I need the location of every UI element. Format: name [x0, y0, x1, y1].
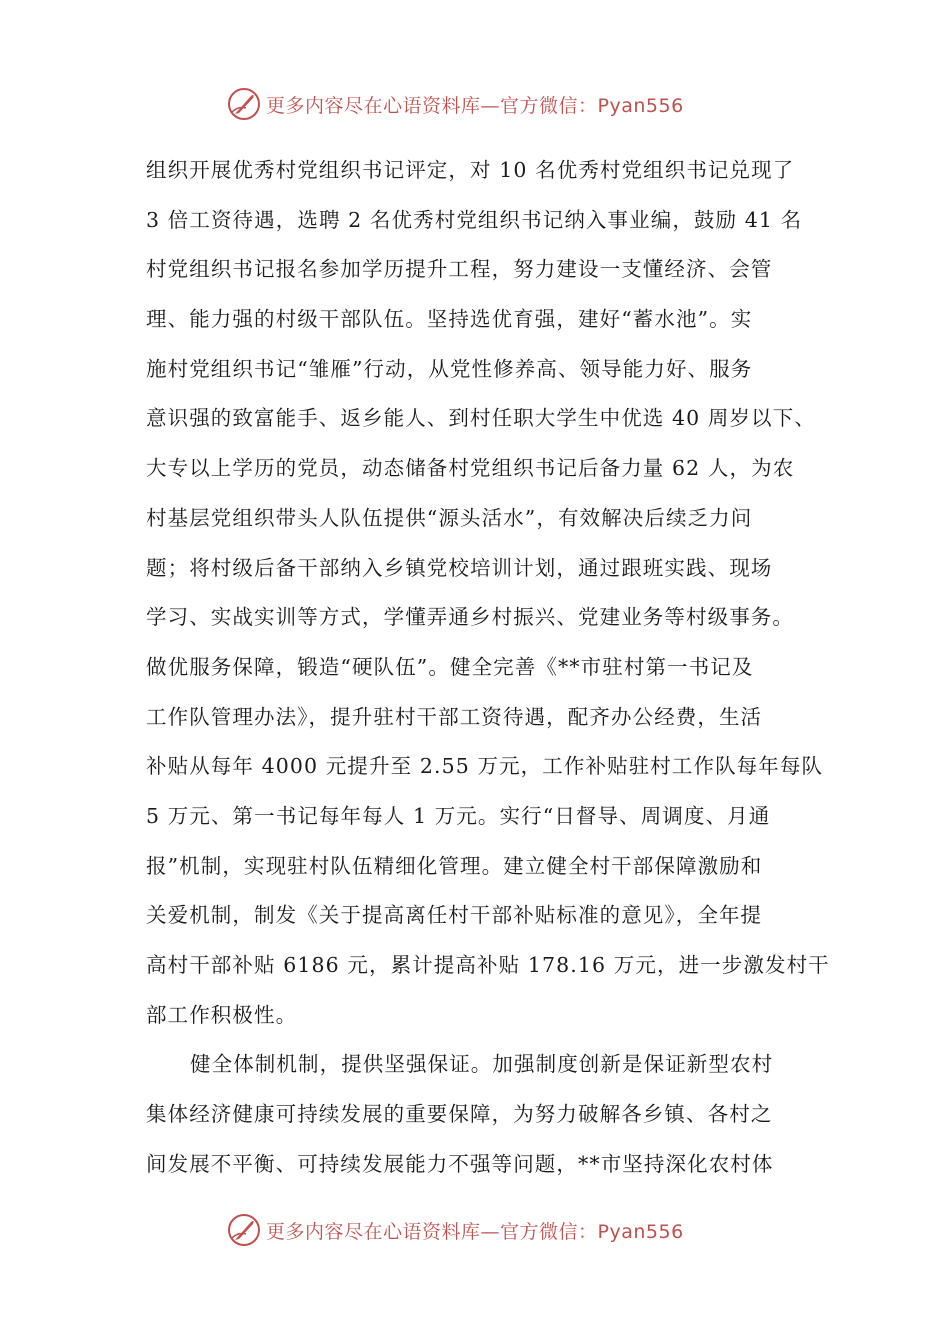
text-line: 补贴从每年 4000 元提升至 2.55 万元，工作补贴驻村工作队每年每队	[146, 754, 824, 779]
text-line: 组织开展优秀村党组织书记评定，对 10 名优秀村党组织书记兑现了	[146, 158, 795, 182]
text-line: 学习、实战实训等方式，学懂弄通乡村振兴、党建业务等村级事务。	[146, 605, 794, 630]
watermark-text: 更多内容尽在心语资料库—官方微信：Pyan556	[266, 94, 684, 117]
text-line: 3 倍工资待遇，选聘 2 名优秀村党组织书记纳入事业编，鼓励 41 名	[146, 207, 803, 232]
text-line: 关爱机制，制发《关于提高离任村干部补贴标准的意见》，全年提	[146, 903, 763, 928]
text-line: 报”机制，实现驻村队伍精细化管理。建立健全村干部保障激励和	[146, 853, 763, 878]
text-line: 理、能力强的村级干部队伍。坚持选优育强，建好“蓄水池”。实	[146, 307, 753, 332]
text-line: 集体经济健康可持续发展的重要保障，为努力破解各乡镇、各村之	[146, 1102, 773, 1127]
paragraph-first-line: 健全体制机制，提供坚强保证。加强制度创新是保证新型农村	[190, 1052, 774, 1077]
text-line: 村基层党组织带头人队伍提供“源头活水”，有效解决后续乏力问	[146, 505, 753, 530]
text-line: 题；将村级后备干部纳入乡镇党校培训计划，通过跟班实践、现场	[146, 555, 773, 580]
text-line: 5 万元、第一书记每年每人 1 万元。实行“日督导、周调度、月通	[146, 803, 771, 828]
quill-pen-logo-icon	[226, 1212, 262, 1248]
header-watermark	[226, 84, 746, 124]
text-line: 部工作积极性。	[146, 1002, 298, 1027]
text-line: 村党组织书记报名参加学历提升工程，努力建设一支懂经济、会管	[146, 257, 773, 282]
quill-pen-logo-icon	[226, 86, 262, 122]
text-line: 意识强的致富能手、返乡能人、到村任职大学生中优选 40 周岁以下、	[146, 406, 816, 431]
text-line: 间发展不平衡、可持续发展能力不强等问题，**市坚持深化农村体	[146, 1151, 774, 1176]
footer-watermark	[226, 1210, 746, 1250]
text-line: 高村干部补贴 6186 元，累计提高补贴 178.16 万元，进一步激发村干	[146, 953, 830, 977]
text-line: 施村党组织书记“雏雁”行动，从党性修养高、领导能力好、服务	[146, 356, 753, 381]
text-line: 做优服务保障，锻造“硬队伍”。健全完善《**市驻村第一书记及	[146, 654, 754, 679]
text-line: 工作队管理办法》，提升驻村干部工资待遇，配齐办公经费，生活	[146, 704, 763, 729]
watermark-text: 更多内容尽在心语资料库—官方微信：Pyan556	[266, 1220, 684, 1243]
document-body	[146, 146, 830, 1189]
text-line: 大专以上学历的党员，动态储备村党组织书记后备力量 62 人，为农	[146, 456, 795, 481]
